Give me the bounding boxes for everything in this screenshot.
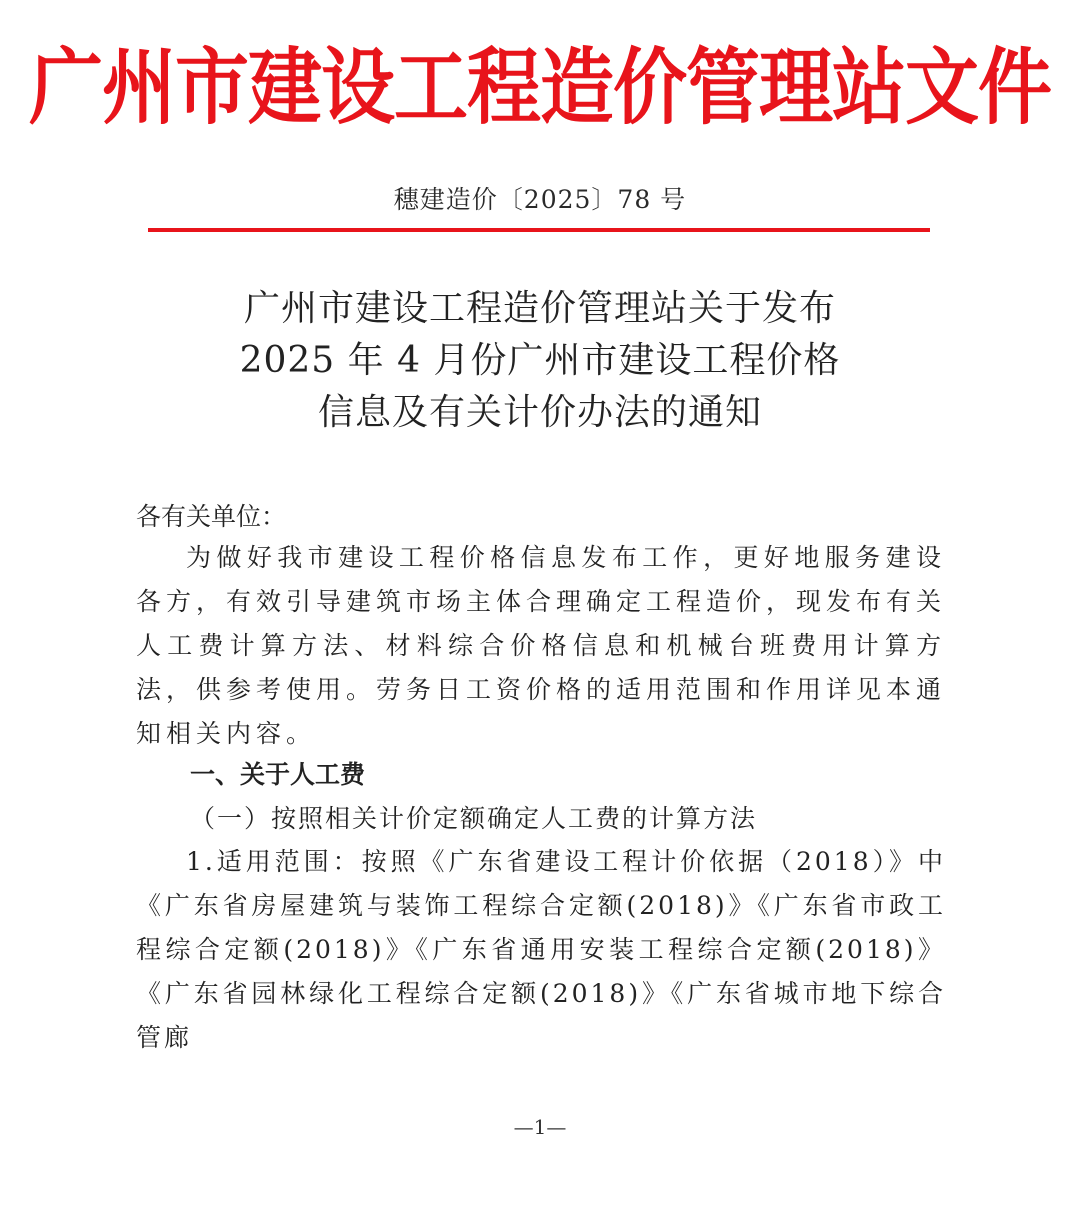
document-masthead: 广州市建设工程造价管理站文件 [29,39,1051,137]
document-number: 穗建造价〔2025〕78 号 [393,185,687,214]
section-heading-labor-cost: 一、关于人工费 [190,760,366,789]
intro-paragraph: 为做好我市建设工程价格信息发布工作，更好地服务建设各方，有效引导建筑市场主体合理确定工程造价，现发布有关人工费计算方法、材料综合价格信息和机械台班费用计算方法，供参考使用。劳务日工资价格的适用范围和作用详见本通知相关内容。 [136,543,947,748]
red-separator-line [148,228,930,232]
page-number: —1— [513,1115,567,1139]
document-title [0,283,1080,439]
title-line-2: 2025 年 4 月份广州市建设工程价格 [239,340,841,381]
title-line-3: 信息及有关计价办法的通知 [317,392,762,433]
title-line-1: 广州市建设工程造价管理站关于发布 [243,288,836,329]
subsection-heading-calculation-method: （一）按照相关计价定额确定人工费的计算方法 [190,804,758,833]
salutation: 各有关单位： [136,502,287,531]
scope-paragraph: 1.适用范围：按照《广东省建设工程计价依据（2018）》中《广东省房屋建筑与装饰工程综合定额(2018)》《广东省市政工程综合定额(2018)》《广东省通用安装工程综合定额(2018)》《广东省园林绿化工程综合定额(2018)》《广东省城市地下综合管廊 [136,847,946,1052]
